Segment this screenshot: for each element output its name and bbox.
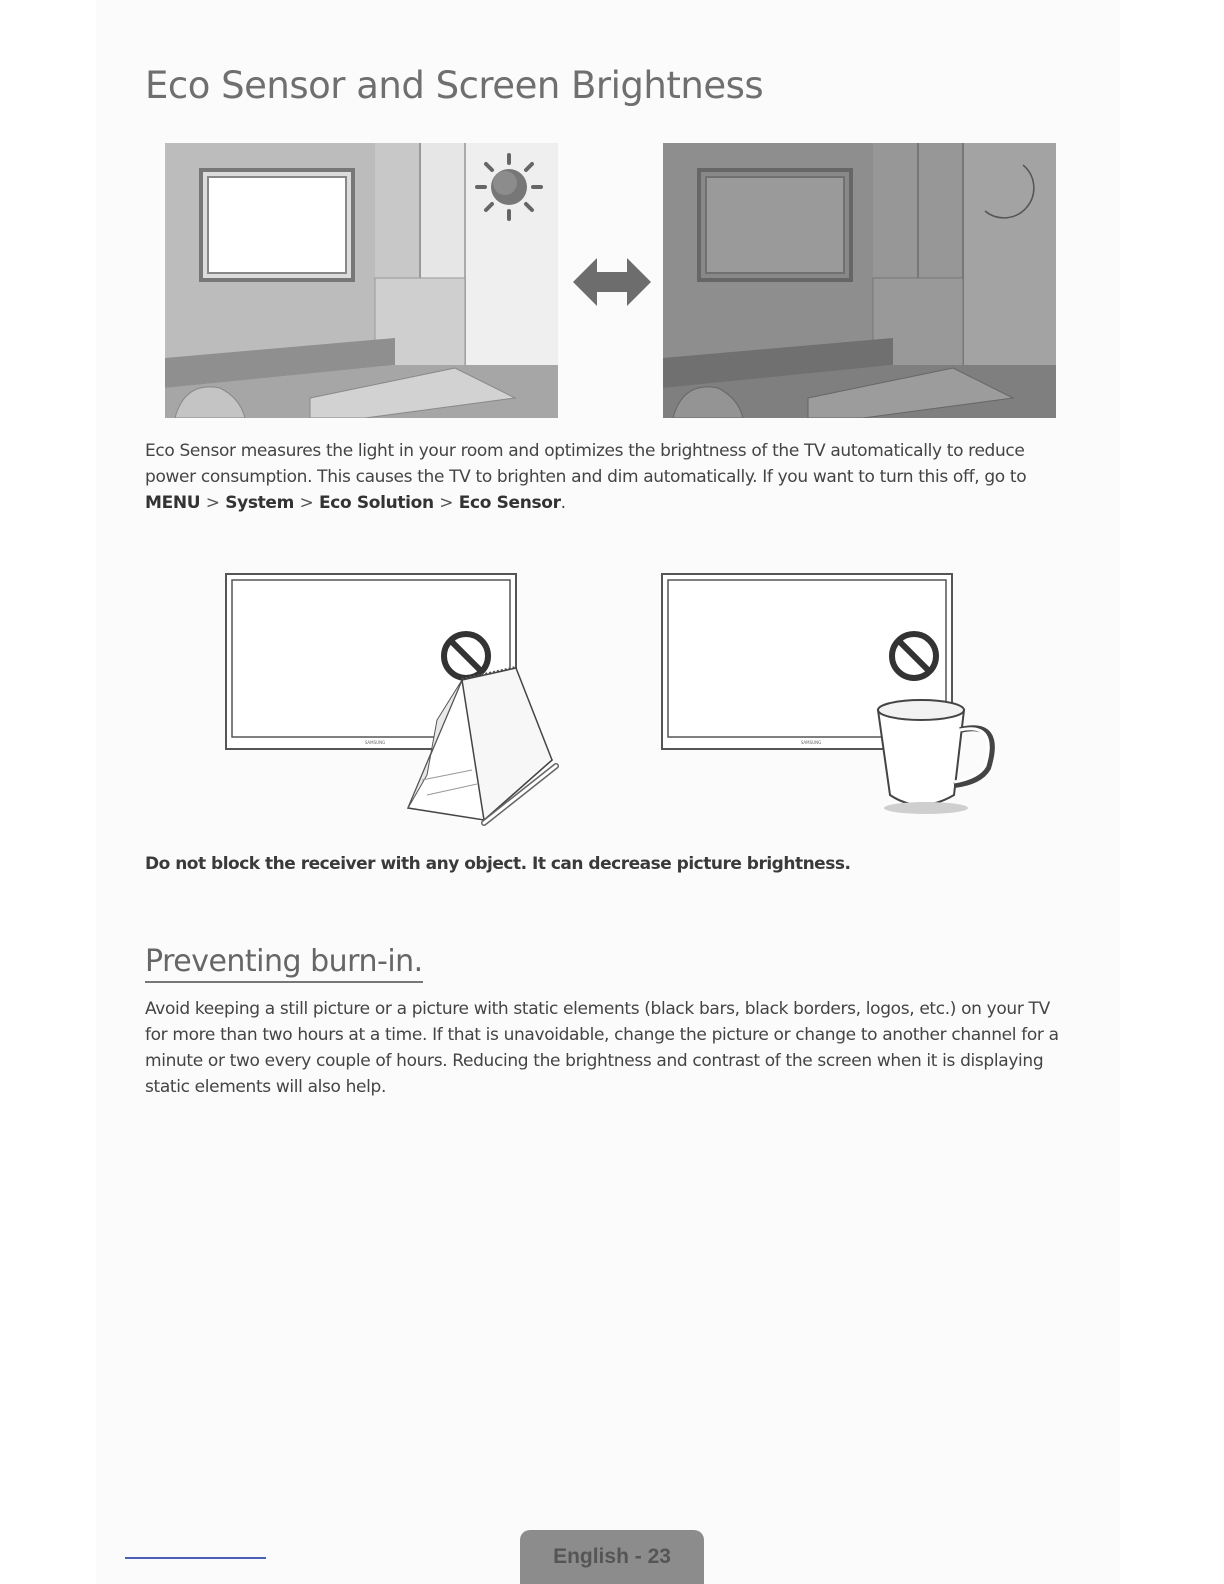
period: . [560, 493, 566, 513]
path-separator: > [299, 493, 314, 513]
burn-in-description: Avoid keeping a still picture or a picture with static elements (black bars, black borders, logos, etc.) on your TV for more than two hours at a time. If that is unavoidable, change the picture or change to another channel for a minute or two every couple of hours. Reducing the brightness and contrast of the screen when it is displaying static elements will also help. [145, 999, 1059, 1097]
page-margin-left [0, 0, 96, 1584]
menu-path-system: System [225, 493, 294, 513]
dark-room-illustration [663, 143, 1056, 418]
double-arrow-icon [573, 256, 651, 308]
page-margin-right [1120, 0, 1224, 1584]
path-separator: > [439, 493, 454, 513]
eco-sensor-description-text: Eco Sensor measures the light in your room and optimizes the brightness of the TV automatically to reduce power consumption. This causes the TV to brighten and dim automatically. If you want to turn this off, go to [145, 441, 1027, 487]
footer-rule [125, 1557, 266, 1559]
tv-brand-logo: SAMSUNG [364, 740, 386, 745]
prohibited-icon [892, 634, 936, 678]
menu-path-menu: MENU [145, 493, 201, 513]
page-label: English - 23 [553, 1545, 671, 1568]
tv-blocked-by-cup-illustration [658, 570, 1003, 832]
tv-brand-logo: SAMSUNG [800, 740, 822, 745]
menu-path-eco-solution: Eco Solution [319, 493, 434, 513]
menu-path-eco-sensor: Eco Sensor [458, 493, 561, 513]
cup-icon [878, 700, 992, 814]
eco-sensor-title: Eco Sensor and Screen Brightness [145, 64, 764, 107]
menu-path [145, 493, 561, 513]
bright-room-illustration [165, 143, 558, 418]
page-number-badge [520, 1530, 704, 1584]
receiver-warning-caption: Do not block the receiver with any object. It can decrease picture brightness. [145, 854, 851, 874]
tv-blocked-by-calendar-illustration [222, 570, 567, 832]
eco-sensor-description [145, 438, 1075, 516]
prohibited-icon [444, 634, 488, 678]
sun-icon [477, 155, 541, 219]
burn-in-title: Preventing burn-in. [145, 944, 423, 983]
path-separator: > [205, 493, 220, 513]
